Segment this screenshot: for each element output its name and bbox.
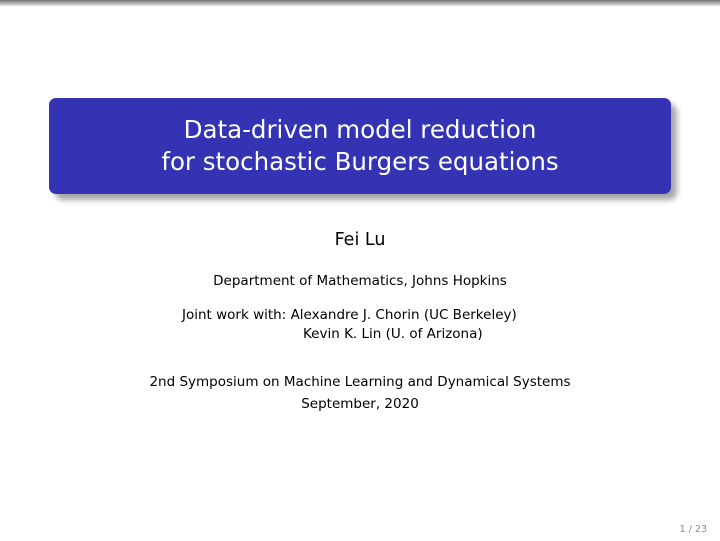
title-line-1: Data-driven model reduction <box>183 115 537 144</box>
joint-work-line-1: Joint work with: Alexandre J. Chorin (UC Berkeley) <box>182 307 517 323</box>
header-rule <box>0 0 720 6</box>
affiliation: Department of Mathematics, Johns Hopkins <box>213 273 507 289</box>
event-name: 2nd Symposium on Machine Learning and Dynamical Systems <box>149 374 571 390</box>
title-line-2: for stochastic Burgers equations <box>161 147 559 176</box>
author-name: Fei Lu <box>334 230 386 250</box>
event-date: September, 2020 <box>301 396 419 412</box>
joint-work-line-2: Kevin K. Lin (U. of Arizona) <box>303 326 483 342</box>
page-number: 1 / 23 <box>679 524 707 535</box>
title-box <box>49 98 671 194</box>
